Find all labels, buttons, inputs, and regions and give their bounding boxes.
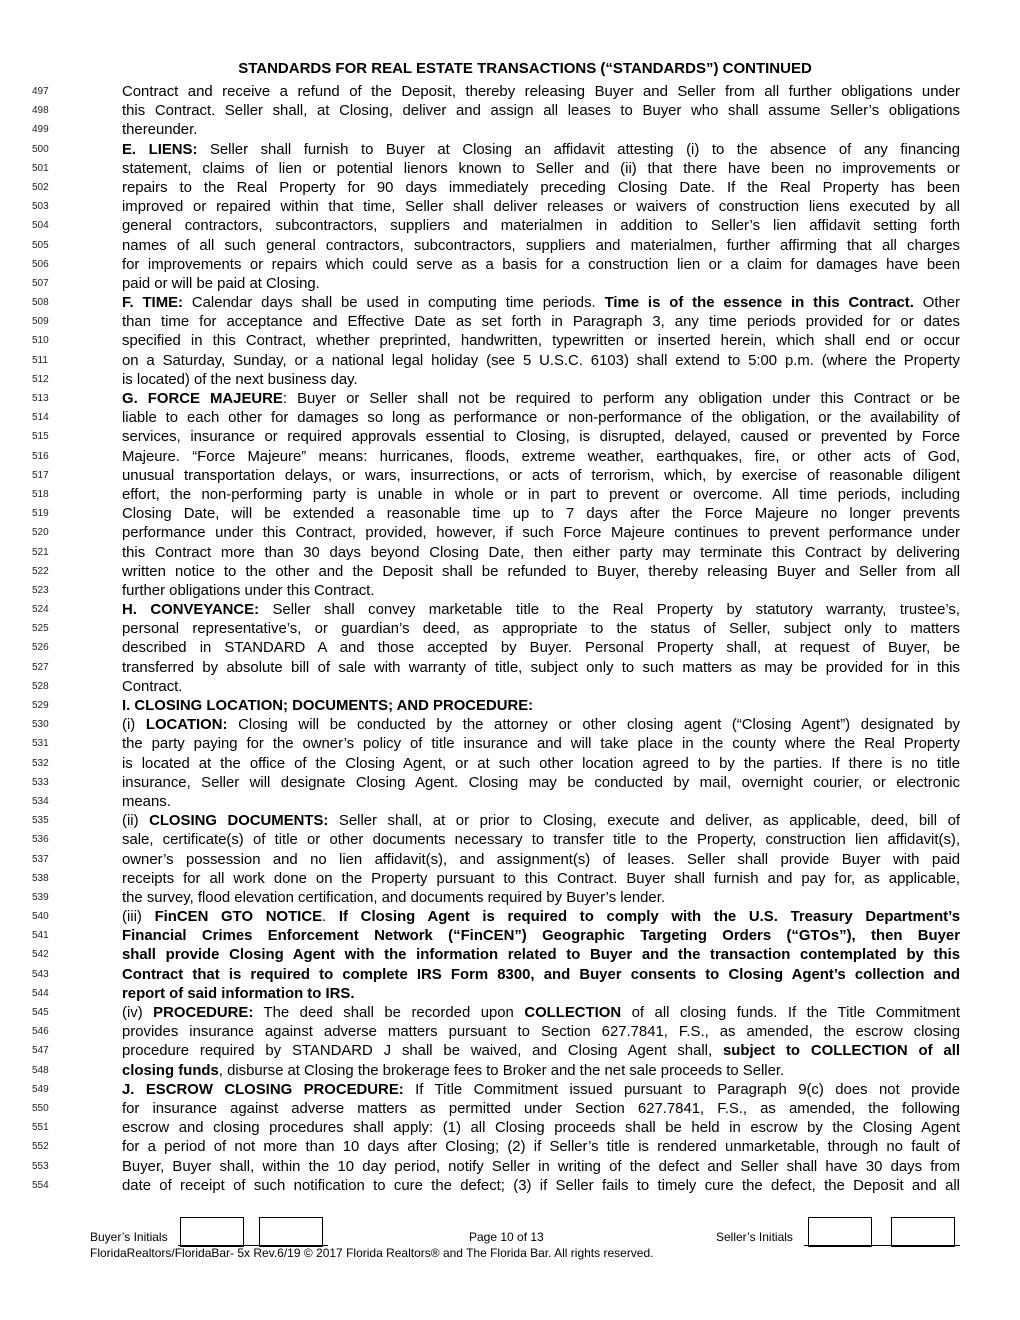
line-text [122, 755, 960, 774]
text-run: for improvements or repairs which could serve as a basis for a construction lien or a claim for damages have been [122, 256, 960, 273]
line-text [122, 716, 960, 735]
line-text [122, 985, 960, 1004]
contract-line [0, 697, 1020, 716]
line-number: 513 [32, 393, 49, 404]
line-text [122, 83, 960, 102]
contract-line [0, 831, 1020, 850]
contract-line [0, 428, 1020, 447]
seller-initials-box-1[interactable] [808, 1217, 872, 1247]
text-run: general contractors, subcontractors, suppliers and materialmen in addition to Seller’s lien affidavit setting forth [122, 218, 960, 235]
line-number: 524 [32, 604, 49, 616]
line-text [122, 1004, 960, 1023]
line-number: 505 [32, 239, 49, 251]
line-text [122, 448, 960, 467]
buyer-initials-box-2[interactable] [259, 1217, 323, 1247]
line-number: 539 [32, 891, 49, 903]
contract-line [0, 448, 1020, 467]
contract-line [0, 1062, 1020, 1081]
text-run: Other [913, 295, 960, 312]
contract-line [0, 371, 1020, 390]
line-text [122, 927, 960, 946]
line-number: 508 [32, 297, 49, 309]
line-text [122, 793, 960, 812]
line-number: 551 [32, 1122, 49, 1134]
line-number: 528 [32, 680, 49, 692]
line-number: 533 [32, 776, 49, 788]
bold-text: closing funds [122, 1062, 219, 1079]
line-number: 515 [32, 431, 49, 443]
line-text [122, 486, 960, 505]
line-number: 526 [32, 642, 49, 654]
contract-line [0, 1119, 1020, 1138]
line-text [122, 812, 960, 831]
line-number: 522 [32, 565, 49, 577]
text-run: Contract and receive a refund of the Deposit, thereby releasing Buyer and Seller from all further obligations under [122, 84, 960, 100]
text-run: paid or will be paid at Closing. [122, 275, 320, 292]
buyer-initials-label: Buyer’s Initials [90, 1230, 168, 1244]
text-run: performance under this Contract, provided, however, if such Force Majeure continues to prevent performance under [122, 525, 960, 542]
text-run: is located) of the next business day. [122, 371, 358, 388]
line-number: 502 [32, 181, 49, 193]
contract-line [0, 678, 1020, 697]
line-text [122, 582, 960, 601]
text-run: Seller shall convey marketable title to the Real Property by statutory warranty, trustee’s, [259, 602, 960, 619]
line-text [122, 141, 960, 160]
contract-line [0, 332, 1020, 351]
line-number: 499 [32, 124, 49, 136]
bold-text: FinCEN GTO NOTICE [154, 909, 323, 926]
line-text [122, 294, 960, 313]
line-text [122, 831, 960, 850]
bold-text: PROCEDURE: [153, 1005, 254, 1021]
line-text [122, 659, 960, 678]
bold-text: subject to COLLECTION of all [722, 1043, 960, 1060]
line-number: 501 [32, 162, 49, 174]
text-run: Closing will be conducted by the attorney or other closing agent (“Closing Agent”) designated by [227, 717, 960, 734]
contract-line [0, 179, 1020, 198]
contract-line [0, 217, 1020, 236]
text-run: effort, the non-performing party is unable in whole or in part to prevent or overcome. All time periods, including [122, 486, 960, 503]
contract-line [0, 889, 1020, 908]
line-number: 530 [32, 719, 49, 731]
line-text [122, 1062, 960, 1081]
buyer-initials-box-1[interactable] [180, 1217, 244, 1247]
contract-line [0, 83, 1020, 102]
line-text [122, 1177, 960, 1196]
contract-line [0, 390, 1020, 409]
line-number: 521 [32, 546, 49, 558]
text-run: than time for acceptance and Effective Date as set forth in Paragraph 3, any time periods provided for or dates [122, 314, 960, 331]
text-run: for insurance against adverse matters as permitted under Section 627.7841, F.S., as amended, the following [122, 1100, 960, 1117]
line-number: 554 [32, 1179, 49, 1191]
text-run: written notice to the other and the Deposit shall be refunded to Buyer, thereby releasing Buyer and Seller from all [122, 563, 960, 580]
contract-line [0, 467, 1020, 486]
line-number: 525 [32, 623, 49, 635]
page-number: Page 10 of 13 [469, 1230, 544, 1244]
line-number: 546 [32, 1026, 49, 1038]
contract-line [0, 141, 1020, 160]
contract-line [0, 985, 1020, 1004]
line-text [122, 544, 960, 563]
text-run: Majeure. “Force Majeure” means: hurricanes, floods, extreme weather, earthquakes, fire, or other acts of God, [122, 448, 960, 465]
bold-text: Time is of the essence in this Contract. [604, 295, 914, 312]
contract-line [0, 966, 1020, 985]
line-text [122, 966, 960, 985]
text-run: sale, certificate(s) of title or other documents necessary to transfer title to the Property, construction lien affidavit(s), [122, 832, 960, 849]
line-number: 523 [32, 584, 49, 596]
line-text [122, 735, 960, 754]
contract-line [0, 735, 1020, 754]
line-text [122, 601, 960, 620]
contract-line [0, 275, 1020, 294]
line-number: 534 [32, 795, 49, 807]
line-number: 541 [32, 930, 49, 942]
contract-line [0, 1081, 1020, 1100]
line-text [122, 352, 960, 371]
contract-line [0, 927, 1020, 946]
line-number: 535 [32, 815, 49, 827]
page-title: STANDARDS FOR REAL ESTATE TRANSACTIONS (“STANDARDS”) CONTINUED [238, 60, 812, 77]
line-number: 514 [32, 412, 49, 424]
line-number: 548 [32, 1064, 49, 1076]
line-text [122, 1138, 960, 1157]
text-run: The deed shall be recorded upon [253, 1005, 525, 1021]
contract-line [0, 313, 1020, 332]
contract-line [0, 1158, 1020, 1177]
bold-text: F. TIME: [122, 295, 183, 312]
line-text [122, 102, 960, 121]
line-text [122, 121, 960, 140]
page-footer [0, 1214, 1020, 1274]
line-text [122, 217, 960, 236]
text-run: provides insurance against adverse matters pursuant to Section 627.7841, F.S., as amended, the escrow closing [122, 1024, 960, 1041]
line-text [122, 1023, 960, 1042]
contract-line [0, 793, 1020, 812]
bold-text: E. LIENS: [122, 141, 198, 158]
line-number: 545 [32, 1007, 49, 1018]
contract-line [0, 908, 1020, 927]
line-number: 511 [32, 354, 48, 366]
text-run: this Contract. Seller shall, at Closing, deliver and assign all leases to Buyer who shall assume Seller’s obligations [122, 103, 960, 120]
text-run: receipts for all work done on the Property pursuant to this Contract. Buyer shall furnish and pay for, as applicable, [122, 870, 960, 887]
text-run: , disburse at Closing the brokerage fees to Broker and the net sale proceeds to Seller. [218, 1062, 785, 1079]
line-number: 527 [32, 661, 49, 673]
copyright-notice: FloridaRealtors/FloridaBar- 5x Rev.6/19 © 2017 Florida Realtors® and The Florida Bar. All rights reserved. [90, 1246, 654, 1260]
line-text [122, 774, 960, 793]
text-run: date of receipt of such notification to cure the defect; (3) if Seller fails to timely cure the defect, the Deposit and all [122, 1177, 960, 1194]
contract-line [0, 946, 1020, 965]
contract-line [0, 1100, 1020, 1119]
line-number: 504 [32, 220, 49, 232]
line-number: 520 [32, 527, 49, 539]
line-number: 509 [32, 316, 49, 328]
contract-line [0, 1004, 1020, 1023]
line-text [122, 851, 960, 870]
contract-line [0, 486, 1020, 505]
bold-text: I. CLOSING LOCATION; DOCUMENTS; AND PROCEDURE: [122, 698, 534, 714]
text-run: . [322, 909, 339, 926]
text-run: the party paying for the owner’s policy of title insurance and will take place in the county where the Real Property [122, 736, 960, 753]
bold-text: J. ESCROW CLOSING PROCEDURE: [122, 1081, 404, 1098]
bold-text: H. CONVEYANCE: [122, 602, 260, 619]
line-number: 519 [32, 508, 49, 520]
text-run: transferred by absolute bill of sale with warranty of title, subject only to such matters as may be provided for in this [122, 659, 960, 676]
line-text [122, 870, 960, 889]
text-run: this Contract more than 30 days beyond Closing Date, then either party may terminate this Contract by delivering [122, 544, 960, 561]
contract-line [0, 294, 1020, 313]
line-text [122, 946, 960, 965]
line-text [122, 639, 960, 658]
text-run: further obligations under this Contract. [122, 582, 375, 599]
line-number: 516 [32, 450, 49, 462]
bold-text: CLOSING DOCUMENTS: [149, 813, 329, 830]
contract-line [0, 1042, 1020, 1061]
text-run: (iv) [122, 1005, 154, 1021]
contract-line [0, 639, 1020, 658]
line-text [122, 1081, 960, 1100]
line-number: 543 [32, 968, 49, 980]
line-text [122, 620, 960, 639]
contract-line [0, 716, 1020, 735]
bold-text: G. FORCE MAJEURE [122, 391, 283, 407]
line-text [122, 198, 960, 217]
text-run: repairs to the Real Property for 90 days immediately preceding Closing Date. If the Real Property has been [122, 179, 960, 196]
line-number: 497 [32, 86, 49, 97]
text-run: owner’s possession and no lien affidavit(s), and assignment(s) of leases. Seller shall provide Buyer with paid [122, 851, 960, 868]
line-text [122, 563, 960, 582]
line-text [122, 409, 960, 428]
contract-line [0, 563, 1020, 582]
text-run: procedure required by STANDARD J shall be waived, and Closing Agent shall, [122, 1043, 723, 1060]
seller-initials-label: Seller’s Initials [716, 1230, 793, 1244]
line-text [122, 428, 960, 447]
line-number: 553 [32, 1160, 49, 1172]
line-number: 510 [32, 335, 49, 347]
line-text [122, 678, 960, 697]
text-run: escrow and closing procedures shall apply: (1) all Closing proceeds shall be held in escrow by the Closing Agent [122, 1120, 960, 1137]
bold-text: Financial Crimes Enforcement Network (“FinCEN”) Geographic Targeting Orders (“GTOs”), then Buyer [122, 928, 960, 945]
line-number: 550 [32, 1102, 49, 1114]
line-number: 498 [32, 105, 49, 117]
line-text [122, 390, 960, 409]
line-text [122, 179, 960, 198]
text-run: Seller shall furnish to Buyer at Closing an affidavit attesting (i) to the absence of any financing [197, 141, 960, 158]
line-number: 552 [32, 1141, 49, 1153]
contract-line [0, 102, 1020, 121]
text-run: specified in this Contract, whether preprinted, handwritten, typewritten or inserted herein, which shall end or occur [122, 333, 960, 350]
text-run: services, insurance or required approvals essential to Closing, is disrupted, delayed, caused or prevented by Force [122, 429, 960, 446]
line-text [122, 908, 960, 927]
text-run: If Title Commitment issued pursuant to Paragraph 9(c) does not provide [403, 1081, 960, 1098]
line-text [122, 1158, 960, 1177]
line-text [122, 371, 960, 390]
text-run: Contract. [122, 678, 183, 695]
contract-line [0, 774, 1020, 793]
text-run: statement, claims of lien or potential lienors known to Seller and (ii) that there have been no improvements or [122, 160, 960, 177]
contract-line [0, 237, 1020, 256]
contract-line [0, 505, 1020, 524]
text-run: insurance, Seller will designate Closing Agent. Closing may be conducted by mail, overnight courier, or electronic [122, 774, 960, 791]
line-text [122, 256, 960, 275]
line-number: 542 [32, 949, 49, 961]
contract-line [0, 755, 1020, 774]
line-number: 500 [32, 143, 49, 155]
line-text [122, 1100, 960, 1119]
text-run: means. [122, 793, 171, 810]
text-run: : Buyer or Seller shall not be required to perform any obligation under this Contract or be [282, 391, 960, 407]
line-number: 547 [32, 1045, 49, 1057]
contract-line [0, 659, 1020, 678]
line-number: 538 [32, 872, 49, 884]
text-run: (i) [122, 717, 146, 734]
text-run: improved or repaired within that time, Seller shall deliver releases or waivers of construction liens executed by all [122, 199, 960, 216]
line-text [122, 524, 960, 543]
text-run: liable to each other for damages so long as performance or non-performance of the obligation, or the availability of [122, 410, 960, 427]
line-number: 531 [32, 738, 49, 750]
bold-text: shall provide Closing Agent with the information related to Buyer and the transaction contemplated by this [122, 947, 960, 964]
line-number: 537 [32, 853, 49, 865]
contract-line [0, 620, 1020, 639]
text-run: Closing Date, will be extended a reasonable time up to 7 days after the Force Majeure no longer prevents [122, 506, 960, 523]
line-number: 518 [32, 488, 49, 500]
text-run: unusual transportation delays, or wars, insurrections, or acts of terrorism, which, by exercise of reasonable diligent [122, 467, 960, 484]
contract-line [0, 582, 1020, 601]
line-text [122, 697, 960, 716]
text-run: of all closing funds. If the Title Commitment [621, 1005, 960, 1021]
line-text [122, 160, 960, 179]
line-text [122, 505, 960, 524]
text-run: the survey, flood elevation certification, and documents required by Buyer’s lender. [122, 889, 665, 906]
line-text [122, 467, 960, 486]
line-text [122, 1042, 960, 1061]
contract-line [0, 1138, 1020, 1157]
text-run: Seller shall, at or prior to Closing, execute and deliver, as applicable, deed, bill of [328, 813, 960, 830]
contract-line [0, 160, 1020, 179]
contract-line [0, 870, 1020, 889]
text-run: on a Saturday, Sunday, or a national legal holiday (see 5 U.S.C. 6103) shall extend to 5:00 p.m. (where the Property [122, 352, 960, 369]
text-run: Buyer, Buyer shall, within the 10 day period, notify Seller in writing of the defect and Seller shall have 30 days from [122, 1158, 960, 1175]
text-run: described in STANDARD A and those accepted by Buyer. Personal Property shall, at request of Buyer, be [122, 640, 960, 657]
line-number: 507 [32, 277, 49, 289]
line-number: 517 [32, 469, 49, 481]
text-run: Calendar days shall be used in computing time periods. [183, 295, 605, 312]
bold-text: Contract that is required to complete IRS Form 8300, and Buyer consents to Closing Agent’s collection and [122, 966, 960, 983]
contract-line [0, 121, 1020, 140]
line-number: 532 [32, 757, 49, 769]
contract-text [0, 83, 1020, 1196]
bold-text: COLLECTION [524, 1005, 622, 1021]
text-run: (iii) [122, 909, 155, 926]
line-number: 506 [32, 258, 49, 270]
text-run: for a period of not more than 10 days after Closing; (2) if Seller’s title is rendered unmarketable, through no fault of [122, 1139, 960, 1156]
line-number: 549 [32, 1083, 49, 1095]
text-run: is located at the office of the Closing Agent, or at such other location agreed to by the parties. If there is no title [122, 755, 960, 772]
line-number: 544 [32, 987, 49, 999]
line-number: 512 [32, 373, 49, 385]
contract-line [0, 544, 1020, 563]
line-text [122, 1119, 960, 1138]
text-run: personal representative’s, or guardian’s deed, as appropriate to the status of Seller, subject only to matters [122, 621, 960, 638]
text-run: names of all such general contractors, subcontractors, suppliers and materialmen, further affirming that all charges [122, 237, 960, 254]
contract-line [0, 409, 1020, 428]
line-number: 536 [32, 834, 49, 846]
contract-line [0, 601, 1020, 620]
text-run: thereunder. [122, 122, 198, 139]
line-text [122, 313, 960, 332]
contract-line [0, 256, 1020, 275]
bold-text: report of said information to IRS. [122, 985, 355, 1002]
contract-line [0, 198, 1020, 217]
contract-line [0, 524, 1020, 543]
contract-line [0, 1177, 1020, 1196]
seller-initials-box-2[interactable] [891, 1217, 955, 1247]
text-run: (ii) [122, 813, 150, 830]
line-text [122, 332, 960, 351]
contract-line [0, 1023, 1020, 1042]
line-text [122, 275, 960, 294]
line-text [122, 237, 960, 256]
line-number: 503 [32, 201, 49, 213]
contract-line [0, 812, 1020, 831]
bold-text: If Closing Agent is required to comply with the U.S. Treasury Department’s [338, 909, 960, 926]
line-number: 540 [32, 911, 49, 923]
contract-line [0, 352, 1020, 371]
line-text [122, 889, 960, 908]
bold-text: LOCATION: [145, 717, 228, 734]
contract-line [0, 851, 1020, 870]
line-number: 529 [32, 700, 49, 711]
